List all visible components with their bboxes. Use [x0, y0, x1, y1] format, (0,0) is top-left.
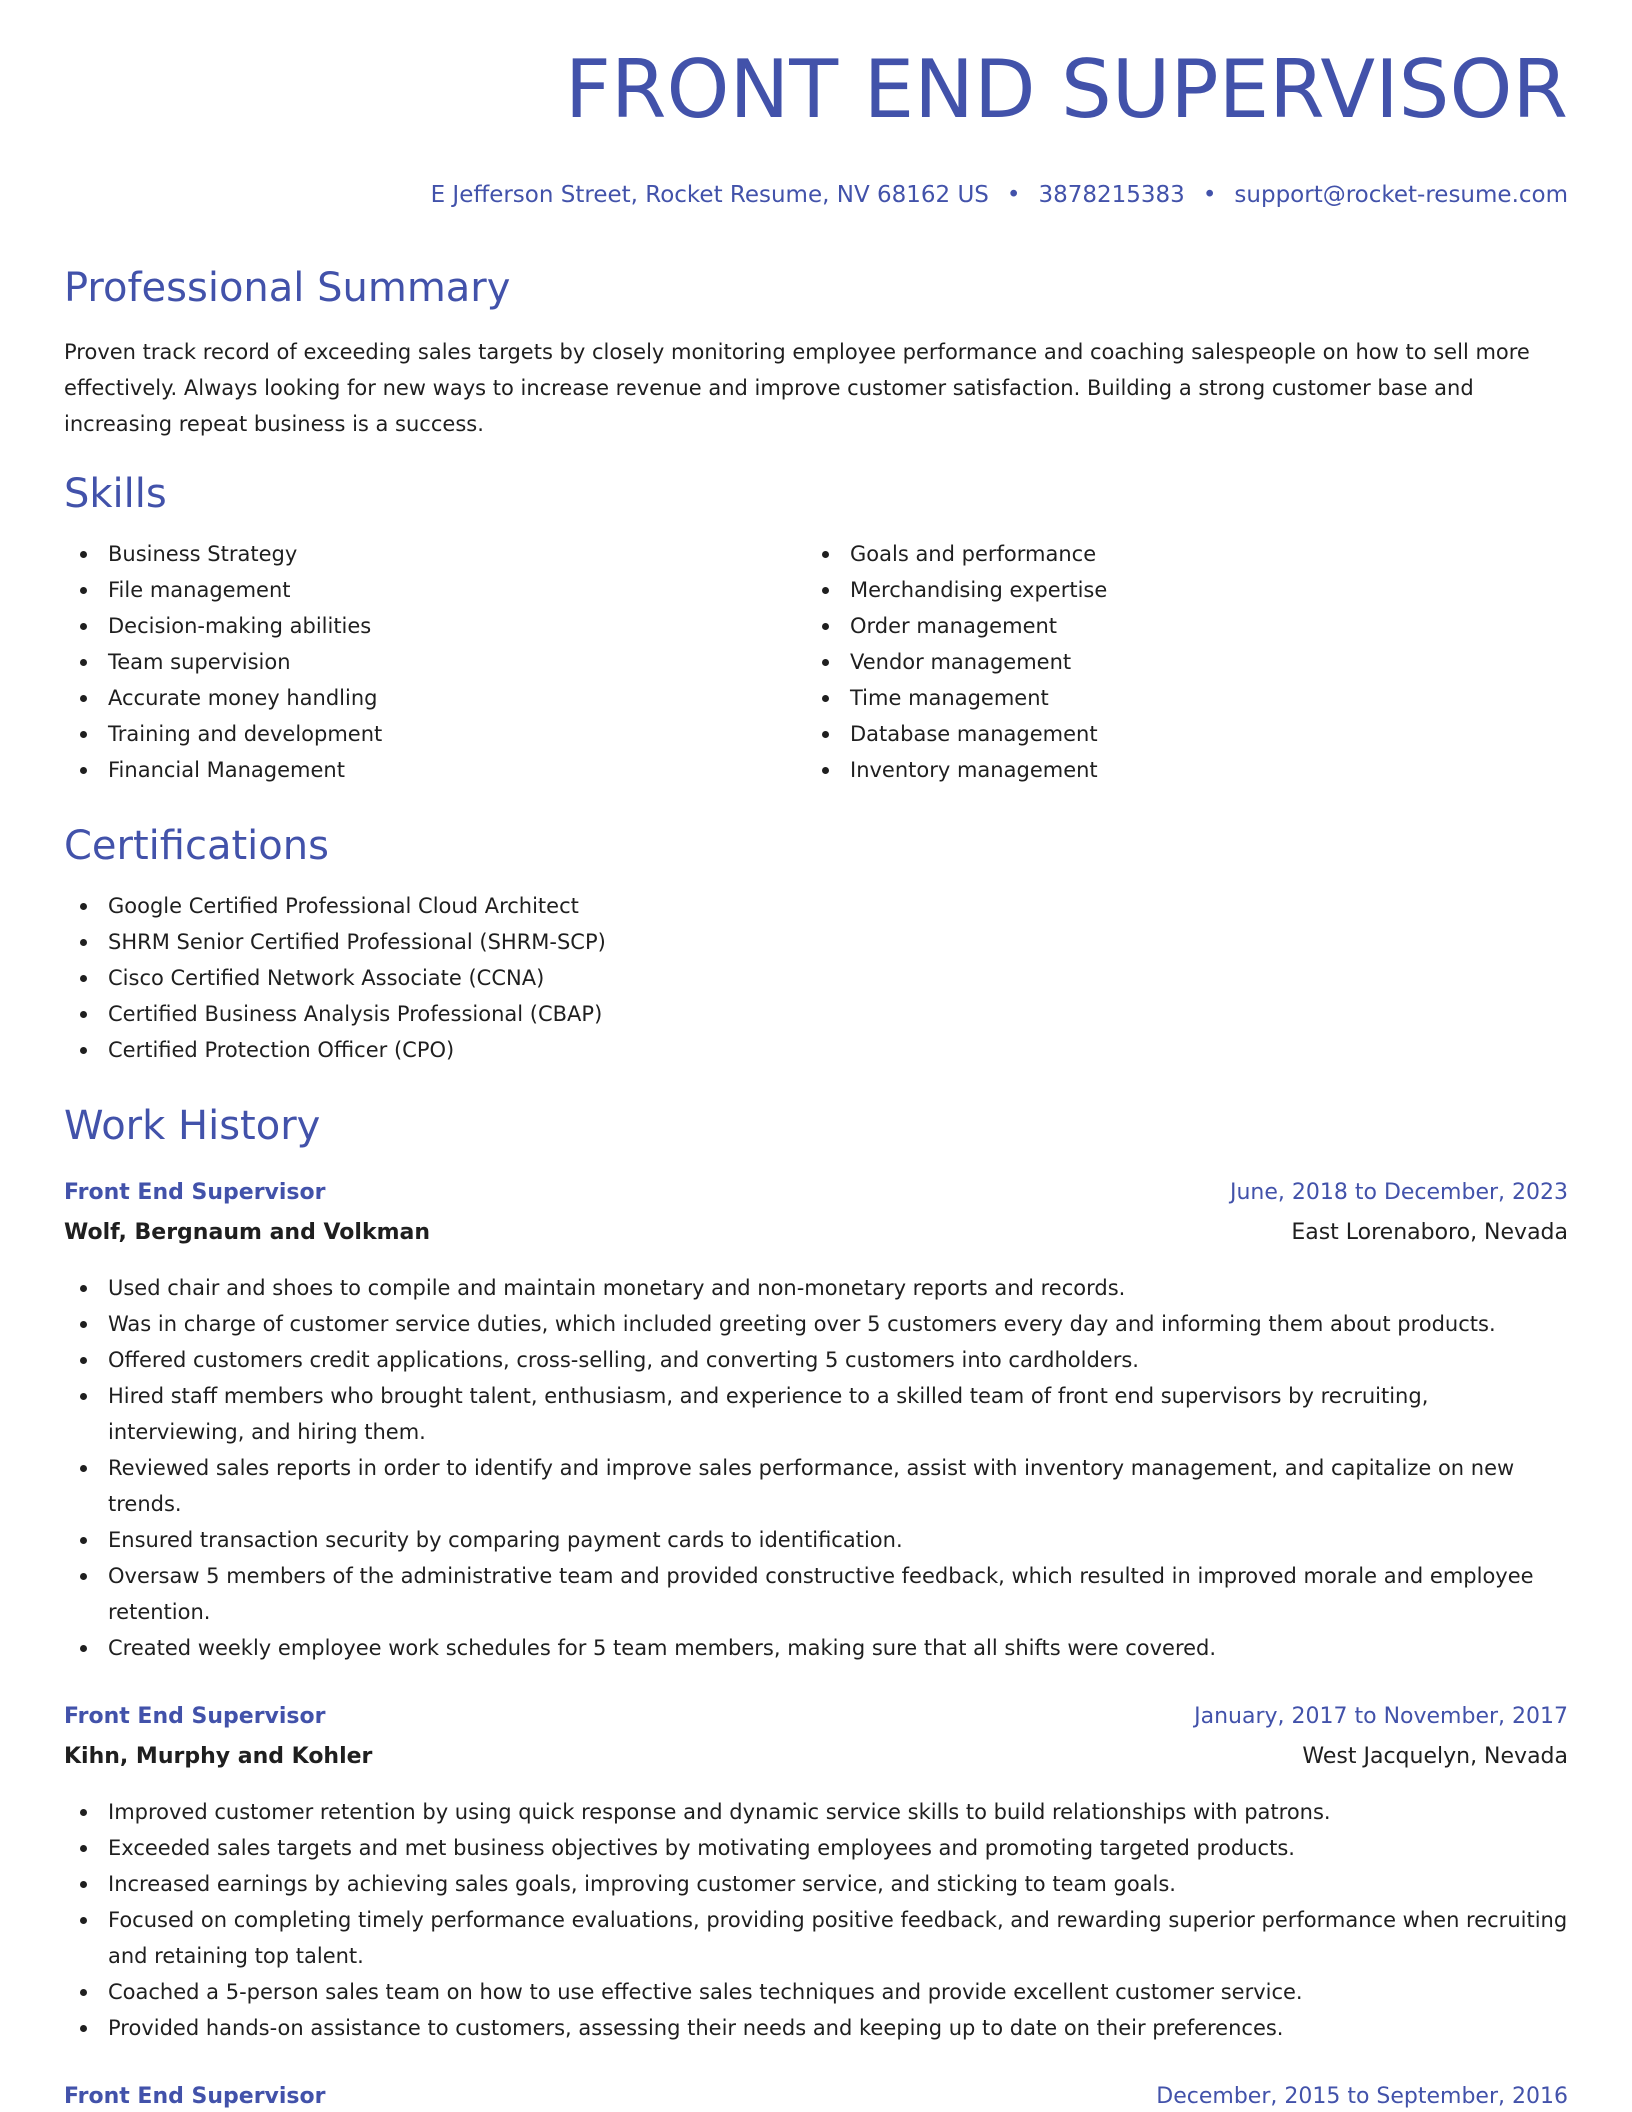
list-item: Accurate money handling: [64, 680, 794, 716]
list-item: Reviewed sales reports in order to identify and improve sales performance, assist with inventory management, and capitalize on new trends.: [64, 1450, 1568, 1522]
list-item: Exceeded sales targets and met business objectives by motivating employees and promoting targeted products.: [64, 1830, 1568, 1866]
job-company: Kihn, Murphy and Kohler: [64, 1744, 373, 1769]
list-item: Certified Protection Officer (CPO): [64, 1032, 1568, 1068]
list-item: Coached a 5-person sales team on how to use effective sales techniques and provide excellent customer service.: [64, 1974, 1568, 2010]
list-item: Was in charge of customer service duties, which included greeting over 5 customers every day and informing them about products.: [64, 1306, 1568, 1342]
contact-separator: •: [1006, 182, 1021, 208]
list-item: Time management: [806, 680, 1566, 716]
contact-separator: •: [1202, 182, 1217, 208]
job-title: Front End Supervisor: [64, 2084, 326, 2109]
summary-heading: Professional Summary: [64, 265, 511, 311]
list-item: Created weekly employee work schedules for 5 team members, making sure that all shifts were covered.: [64, 1630, 1568, 1666]
list-item: Vendor management: [806, 644, 1566, 680]
resume-title: FRONT END SUPERVISOR: [564, 43, 1568, 136]
job-dates: January, 2017 to November, 2017: [1194, 1704, 1568, 1729]
list-item: Team supervision: [64, 644, 794, 680]
list-item: Decision-making abilities: [64, 608, 794, 644]
summary-text: Proven track record of exceeding sales targets by closely monitoring employee performance and coaching salespeople on how to sell more effectively. Always looking for new ways to increase revenue and improve customer satisfaction. Building a strong customer base and increasing repeat business is a success.: [64, 340, 1530, 436]
list-item: File management: [64, 572, 794, 608]
contact-line: [431, 182, 1568, 208]
list-item: Hired staff members who brought talent, enthusiasm, and experience to a skilled team of front end supervisors by recruiting, interviewing, and hiring them.: [64, 1378, 1568, 1450]
list-item: Database management: [806, 716, 1566, 752]
skills-heading: Skills: [64, 471, 167, 517]
job-location: East Lorenaboro, Nevada: [1291, 1220, 1568, 1245]
list-item: Google Certified Professional Cloud Architect: [64, 888, 1568, 924]
list-item: Provided hands-on assistance to customers, assessing their needs and keeping up to date on their preferences.: [64, 2010, 1568, 2046]
list-item: SHRM Senior Certified Professional (SHRM-SCP): [64, 924, 1568, 960]
list-item: Training and development: [64, 716, 794, 752]
job-bullets: [64, 1794, 1568, 2046]
job-dates: June, 2018 to December, 2023: [1229, 1180, 1568, 1205]
list-item: Business Strategy: [64, 536, 794, 572]
job-bullets: [64, 1270, 1568, 1666]
job-location: West Jacquelyn, Nevada: [1302, 1744, 1568, 1769]
address: E Jefferson Street, Rocket Resume, NV 68162 US: [430, 182, 989, 208]
certifications-heading: Certifications: [64, 823, 329, 869]
list-item: Financial Management: [64, 752, 794, 788]
list-item: Improved customer retention by using quick response and dynamic service skills to build relationships with patrons.: [64, 1794, 1568, 1830]
list-item: Focused on completing timely performance evaluations, providing positive feedback, and rewarding superior performance when recruiting and retaining top talent.: [64, 1902, 1568, 1974]
list-item: Increased earnings by achieving sales goals, improving customer service, and sticking to team goals.: [64, 1866, 1568, 1902]
job-title: Front End Supervisor: [64, 1704, 326, 1729]
list-item: Goals and performance: [806, 536, 1566, 572]
phone: 3878215383: [1038, 182, 1185, 208]
job-title: Front End Supervisor: [64, 1180, 326, 1205]
list-item: Certified Business Analysis Professional (CBAP): [64, 996, 1568, 1032]
work-history-heading: Work History: [64, 1103, 321, 1149]
list-item: Ensured transaction security by comparing payment cards to identification.: [64, 1522, 1568, 1558]
list-item: Used chair and shoes to compile and maintain monetary and non-monetary reports and records.: [64, 1270, 1568, 1306]
skills-list-right: [806, 536, 1566, 788]
list-item: Order management: [806, 608, 1566, 644]
list-item: Cisco Certified Network Associate (CCNA): [64, 960, 1568, 996]
job-dates: December, 2015 to September, 2016: [1156, 2084, 1568, 2109]
list-item: Offered customers credit applications, cross-selling, and converting 5 customers into cardholders.: [64, 1342, 1568, 1378]
email: support@rocket-resume.com: [1234, 182, 1568, 208]
job-company: Wolf, Bergnaum and Volkman: [64, 1220, 431, 1245]
certifications-list: [64, 888, 1568, 1068]
list-item: Inventory management: [806, 752, 1566, 788]
list-item: Merchandising expertise: [806, 572, 1566, 608]
list-item: Oversaw 5 members of the administrative team and provided constructive feedback, which resulted in improved morale and employee retention.: [64, 1558, 1568, 1630]
skills-list-left: [64, 536, 794, 788]
